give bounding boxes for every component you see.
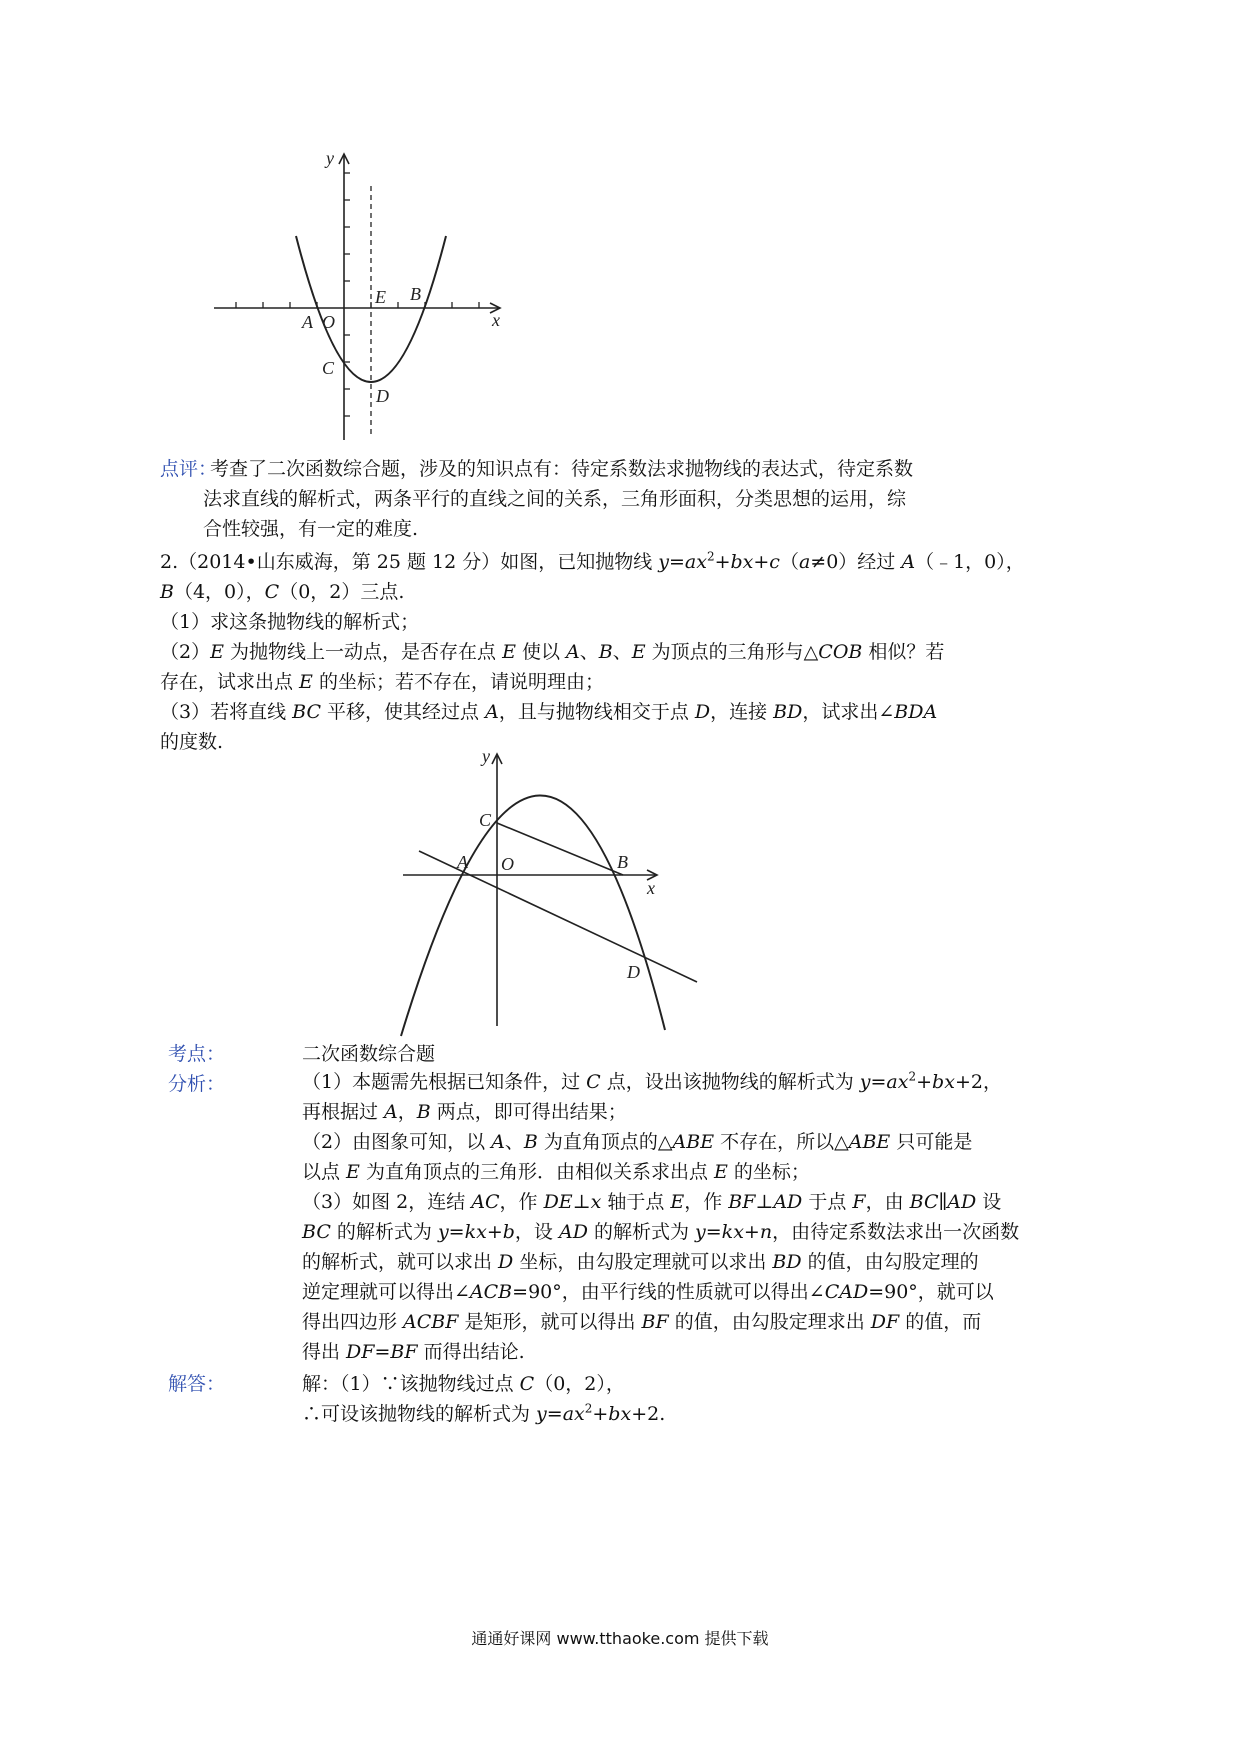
fig2-label-a: A (457, 852, 468, 872)
fig1-label-o: O (322, 312, 335, 332)
fig1-label-y: y (326, 150, 334, 168)
jieda-line-1: 解：（1）∵该抛物线过点 C（0，2）， (302, 1373, 625, 1395)
fig2-label-x: x (647, 878, 655, 898)
fenxi-line-7: 的解析式，就可以求出 D 坐标，由勾股定理就可以求出 BD 的值，由勾股定理的 (302, 1251, 979, 1273)
fig1-label-b: B (410, 284, 421, 304)
figure-2-parabola (395, 748, 715, 1038)
problem-line-2: B（4，0），C（0，2）三点. (160, 581, 405, 603)
kaodian-label: 考点： (168, 1043, 226, 1065)
fig1-label-a: A (302, 312, 313, 332)
comment-line-2: 法求直线的解析式，两条平行的直线之间的关系，三角形面积，分类思想的运用，综 (203, 488, 907, 510)
problem-question-2-cont: 存在，试求出点 E 的坐标；若不存在，请说明理由； (160, 671, 604, 693)
fenxi-line-9: 得出四边形 ACBF 是矩形，就可以得出 BF 的值，由勾股定理求出 DF 的值，而 (302, 1311, 982, 1333)
fig1-label-d: D (376, 386, 389, 406)
fig2-label-o: O (501, 854, 514, 874)
fenxi-line-8: 逆定理就可以得出∠ACB=90°，由平行线的性质就可以得出∠CAD=90°，就可以 (302, 1281, 994, 1303)
fig1-label-c: C (322, 358, 335, 378)
fig2-label-b: B (617, 852, 628, 872)
fenxi-line-3: （2）由图象可知，以 A、B 为直角顶点的△ABE 不存在，所以△ABE 只可能是 (302, 1131, 973, 1153)
fenxi-line-5: （3）如图 2，连结 AC，作 DE⊥x 轴于点 E，作 BF⊥AD 于点 F，由 BC∥AD 设 (302, 1191, 1002, 1213)
comment-line-1: 考查了二次函数综合题，涉及的知识点有：待定系数法求抛物线的表达式，待定系数 (210, 458, 914, 480)
fig2-label-d: D (627, 962, 640, 982)
fig1-label-x: x (492, 310, 500, 330)
problem-question-3-cont: 的度数. (160, 731, 224, 753)
problem-question-2: （2）E 为抛物线上一动点，是否存在点 E 使以 A、B、E 为顶点的三角形与△COB 相似？若 (160, 641, 945, 663)
jieda-label: 解答： (168, 1373, 226, 1395)
fenxi-line-10: 得出 DF=BF 而得出结论. (302, 1341, 525, 1363)
comment-label: 点评： (160, 458, 218, 480)
fig2-label-y: y (482, 748, 490, 766)
fenxi-line-6: BC 的解析式为 y=kx+b，设 AD 的解析式为 y=kx+n，由待定系数法求出一次函数 (302, 1221, 1020, 1243)
problem-question-1: （1）求这条抛物线的解析式； (160, 611, 420, 633)
jieda-line-2: ∴可设该抛物线的解析式为 $y=ax^2+bx+2$. (302, 1401, 666, 1425)
fenxi-line-1: （1）本题需先根据已知条件，过 C 点，设出该抛物线的解析式为 $y=ax^2+bx+2$， (302, 1069, 1002, 1093)
comment-line-3: 合性较强，有一定的难度. (203, 518, 419, 540)
problem-question-3: （3）若将直线 BC 平移，使其经过点 A，且与抛物线相交于点 D，连接 BD，试求出∠BDA (160, 701, 938, 723)
fenxi-line-2: 再根据过 A，B 两点，即可得出结果； (302, 1101, 627, 1123)
page-footer: 通通好课网 www.tthaoke.com 提供下载 (471, 1629, 769, 1648)
problem-line-1: 2.（2014•山东威海，第 25 题 12 分）如图，已知抛物线 $y=ax^2+bx+c(a\ne 0)$经过 A（﹣1，0）， (160, 549, 1025, 573)
fenxi-label: 分析： (168, 1073, 226, 1095)
fig1-label-e: E (375, 287, 386, 307)
kaodian-text: 二次函数综合题 (302, 1043, 436, 1065)
fenxi-line-4: 以点 E 为直角顶点的三角形．由相似关系求出点 E 的坐标； (302, 1161, 810, 1183)
figure-1-parabola (200, 150, 560, 450)
fig2-label-c: C (479, 810, 492, 830)
